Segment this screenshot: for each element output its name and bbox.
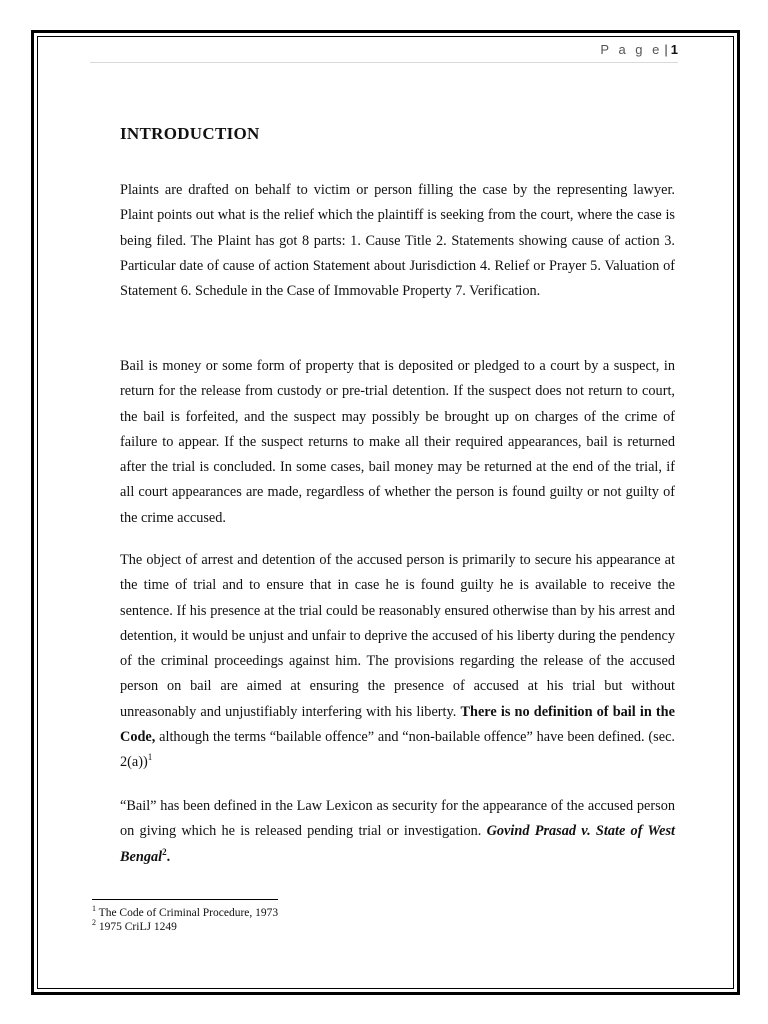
bold-statement: There is no definition of bail in the Code, [120, 703, 675, 746]
footnote-2 [92, 920, 177, 934]
paragraph-text: “Bail” has been defined in the Law Lexicon as security for the appearance of the accused person on giving which he is released pending trial or investigation. [120, 798, 675, 840]
paragraph-arrest-object [120, 548, 675, 776]
page-label: P a g e [600, 42, 663, 57]
footnote-separator [92, 899, 278, 900]
footnote-marker: 2 [92, 918, 96, 928]
footnote-marker: 1 [92, 904, 96, 914]
paragraph-plaints: Plaints are drafted on behalf to victim or person filling the case by the representing lawyer. Plaint points out what is the relief which the plaintiff is seeking from the court, where the case is being filed. The Plaint has got 8 parts: 1. Cause Title 2. Statements showing cause of action 3. Particular date of cause of action Statement about Jurisdiction 4. Relief or Prayer 5. Valuation of Statement 6. Schedule in the Case of Immovable Property 7. Verification. [120, 182, 675, 300]
section-title: INTRODUCTION [120, 124, 260, 143]
paragraph-text: The object of arrest and detention of the accused person is primarily to secure his appearance at the time of trial and to ensure that in case he is found guilty he is available to receive the sentence. If his presence at the trial could be reasonably ensured otherwise than by his arrest and detention, it would be unjust and unfair to deprive the accused of his liberty during the pendency of the criminal proceedings against him. The provisions regarding the release of the accused person on bail are aimed at ensuring the presence of accused at his trial but without unreasonably and unjustifiably interfering with his liberty. [120, 552, 675, 720]
paragraph-bail-definition: Bail is money or some form of property that is deposited or pledged to a court by a suspect, in return for the release from custody or pre-trial detention. If the suspect does not return to court, the bail is forfeited, and the suspect may possibly be brought up on charges of the crime of failure to appear. If the suspect returns to make all their required appearances, bail is returned after the trial is concluded. In some cases, bail money may be returned at the end of the trial, if all court appearances are made, regardless of whether the person is found guilty or not guilty of the crime accused. [120, 358, 675, 526]
case-citation: Govind Prasad v. State of West Bengal [120, 823, 675, 865]
paragraph-text-tail: although the terms “bailable offence” and “non-bailable offence” have been defined. (sec. 2(a)) [120, 729, 675, 771]
footnote-text: The Code of Criminal Procedure, 1973 [98, 907, 279, 919]
footnote-1 [92, 906, 278, 920]
footnote-reference-2[interactable]: 2 [162, 846, 167, 857]
paragraph-law-lexicon [120, 794, 675, 870]
page-separator: | [664, 42, 668, 57]
footnote-reference-1[interactable]: 1 [147, 752, 153, 763]
footnote-text: 1975 CriLJ 1249 [98, 921, 177, 933]
case-citation-period: . [166, 848, 171, 865]
page-header [90, 42, 678, 63]
page-number: 1 [670, 42, 678, 57]
